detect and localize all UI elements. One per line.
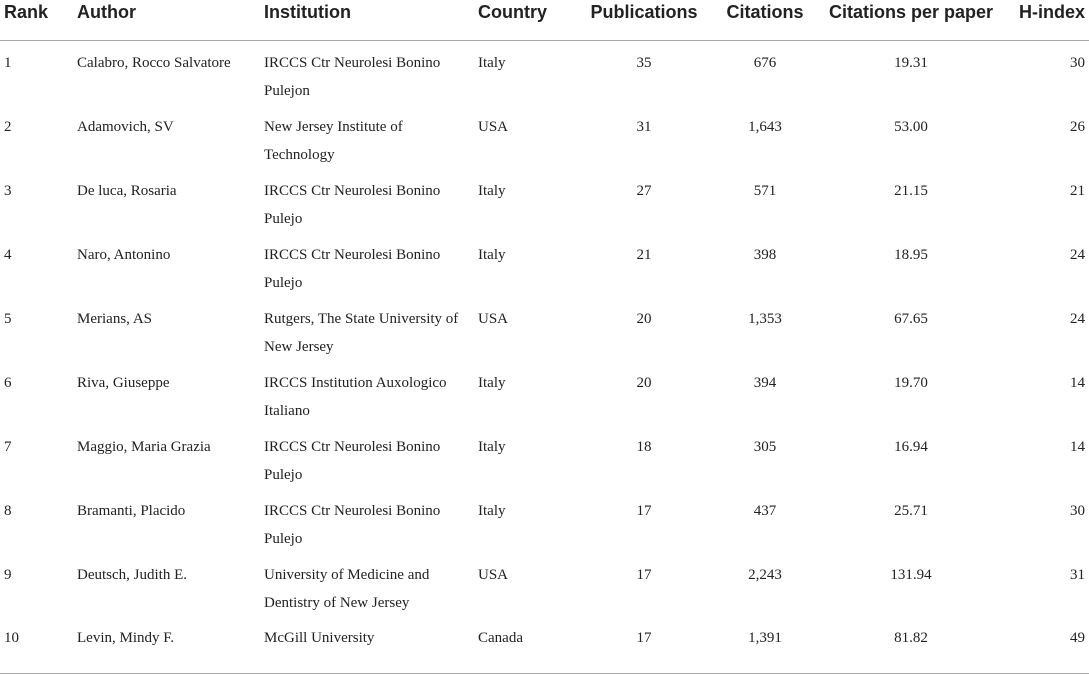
cell-rank: 7 — [4, 438, 12, 455]
cell-country: Italy — [478, 502, 506, 519]
table-header-row — [0, 0, 1089, 40]
header-institution: Institution — [264, 2, 351, 22]
cell-country: Italy — [478, 182, 506, 199]
cell-rank: 4 — [4, 246, 12, 263]
cell-h-index: 30 — [1070, 54, 1085, 71]
cell-country: Canada — [478, 629, 523, 646]
cell-country: Italy — [478, 438, 506, 455]
cell-citations-per-paper: 53.00 — [894, 118, 928, 135]
cell-publications: 31 — [636, 118, 652, 135]
header-citations-per-paper: Citations per paper — [828, 2, 994, 22]
cell-institution: IRCCS Ctr Neurolesi Bonino Pulejo — [264, 502, 441, 547]
cell-citations: 1,643 — [748, 118, 782, 135]
cell-h-index: 31 — [1070, 566, 1085, 583]
cell-rank: 2 — [4, 118, 12, 135]
table-row — [0, 361, 1089, 425]
cell-h-index: 49 — [1070, 629, 1085, 646]
cell-citations-per-paper: 131.94 — [890, 566, 932, 583]
cell-publications: 17 — [636, 502, 652, 519]
cell-author: Bramanti, Placido — [77, 502, 186, 519]
cell-citations: 571 — [753, 182, 777, 199]
cell-rank: 10 — [4, 629, 19, 646]
cell-institution: New Jersey Institute of Technology — [264, 118, 403, 163]
cell-citations: 394 — [753, 374, 777, 391]
cell-rank: 3 — [4, 182, 12, 199]
cell-author: Maggio, Maria Grazia — [77, 438, 211, 455]
cell-author: De luca, Rosaria — [77, 182, 177, 199]
cell-citations: 676 — [753, 54, 777, 71]
header-rank: Rank — [4, 2, 49, 22]
cell-h-index: 24 — [1070, 246, 1085, 263]
cell-h-index: 26 — [1070, 118, 1085, 135]
table-row — [0, 40, 1089, 105]
table-row — [0, 105, 1089, 169]
table-row — [0, 169, 1089, 233]
header-author: Author — [77, 2, 136, 22]
cell-country: USA — [478, 118, 509, 135]
cell-citations-per-paper: 19.70 — [894, 374, 928, 391]
cell-citations-per-paper: 25.71 — [894, 502, 928, 519]
cell-country: USA — [478, 310, 509, 327]
cell-author: Riva, Giuseppe — [77, 374, 170, 391]
cell-institution: IRCCS Ctr Neurolesi Bonino Pulejo — [264, 246, 441, 291]
cell-country: Italy — [478, 54, 506, 71]
cell-publications: 17 — [636, 566, 652, 583]
cell-rank: 6 — [4, 374, 12, 391]
cell-citations-per-paper: 81.82 — [894, 629, 928, 646]
cell-publications: 17 — [636, 629, 652, 646]
cell-citations: 305 — [753, 438, 777, 455]
cell-publications: 35 — [636, 54, 652, 71]
cell-institution: IRCCS Ctr Neurolesi Bonino Pulejo — [264, 438, 441, 483]
table-row — [0, 553, 1089, 617]
cell-institution: Rutgers, The State University of New Jersey — [264, 310, 459, 355]
header-country: Country — [478, 2, 547, 22]
cell-rank: 9 — [4, 566, 12, 583]
cell-institution: IRCCS Ctr Neurolesi Bonino Pulejon — [264, 54, 441, 99]
cell-h-index: 14 — [1070, 438, 1085, 455]
header-publications: Publications — [590, 2, 698, 22]
cell-h-index: 30 — [1070, 502, 1085, 519]
cell-citations-per-paper: 16.94 — [894, 438, 928, 455]
cell-rank: 5 — [4, 310, 12, 327]
cell-citations: 398 — [753, 246, 777, 263]
cell-country: Italy — [478, 374, 506, 391]
table-row — [0, 489, 1089, 553]
table-row — [0, 425, 1089, 489]
cell-citations-per-paper: 19.31 — [894, 54, 928, 71]
cell-publications: 20 — [636, 374, 652, 391]
cell-publications: 18 — [636, 438, 652, 455]
cell-institution: IRCCS Ctr Neurolesi Bonino Pulejo — [264, 182, 441, 227]
cell-author: Merians, AS — [77, 310, 152, 327]
cell-h-index: 24 — [1070, 310, 1085, 327]
cell-institution: McGill University — [264, 629, 375, 646]
cell-publications: 21 — [636, 246, 652, 263]
table-row — [0, 233, 1089, 297]
cell-citations: 1,353 — [748, 310, 782, 327]
cell-citations-per-paper: 67.65 — [894, 310, 928, 327]
cell-citations-per-paper: 21.15 — [894, 182, 928, 199]
cell-publications: 27 — [636, 182, 652, 199]
header-h-index: H-index — [1018, 2, 1085, 22]
cell-institution: IRCCS Institution Auxologico Italiano — [264, 374, 447, 419]
cell-author: Naro, Antonino — [77, 246, 171, 263]
cell-author: Deutsch, Judith E. — [77, 566, 187, 583]
cell-h-index: 21 — [1070, 182, 1085, 199]
cell-citations: 437 — [753, 502, 777, 519]
cell-author: Adamovich, SV — [77, 118, 174, 135]
cell-country: Italy — [478, 246, 506, 263]
table-row — [0, 617, 1089, 674]
cell-citations-per-paper: 18.95 — [894, 246, 928, 263]
cell-citations: 1,391 — [748, 629, 782, 646]
cell-publications: 20 — [636, 310, 652, 327]
table-row — [0, 297, 1089, 361]
cell-h-index: 14 — [1070, 374, 1085, 391]
cell-rank: 1 — [4, 54, 12, 71]
cell-citations: 2,243 — [748, 566, 782, 583]
cell-institution: University of Medicine and Dentistry of New Jersey — [264, 566, 430, 611]
cell-rank: 8 — [4, 502, 12, 519]
header-citations: Citations — [726, 2, 804, 22]
cell-author: Calabro, Rocco Salvatore — [77, 54, 231, 71]
cell-author: Levin, Mindy F. — [77, 629, 175, 646]
cell-country: USA — [478, 566, 509, 583]
